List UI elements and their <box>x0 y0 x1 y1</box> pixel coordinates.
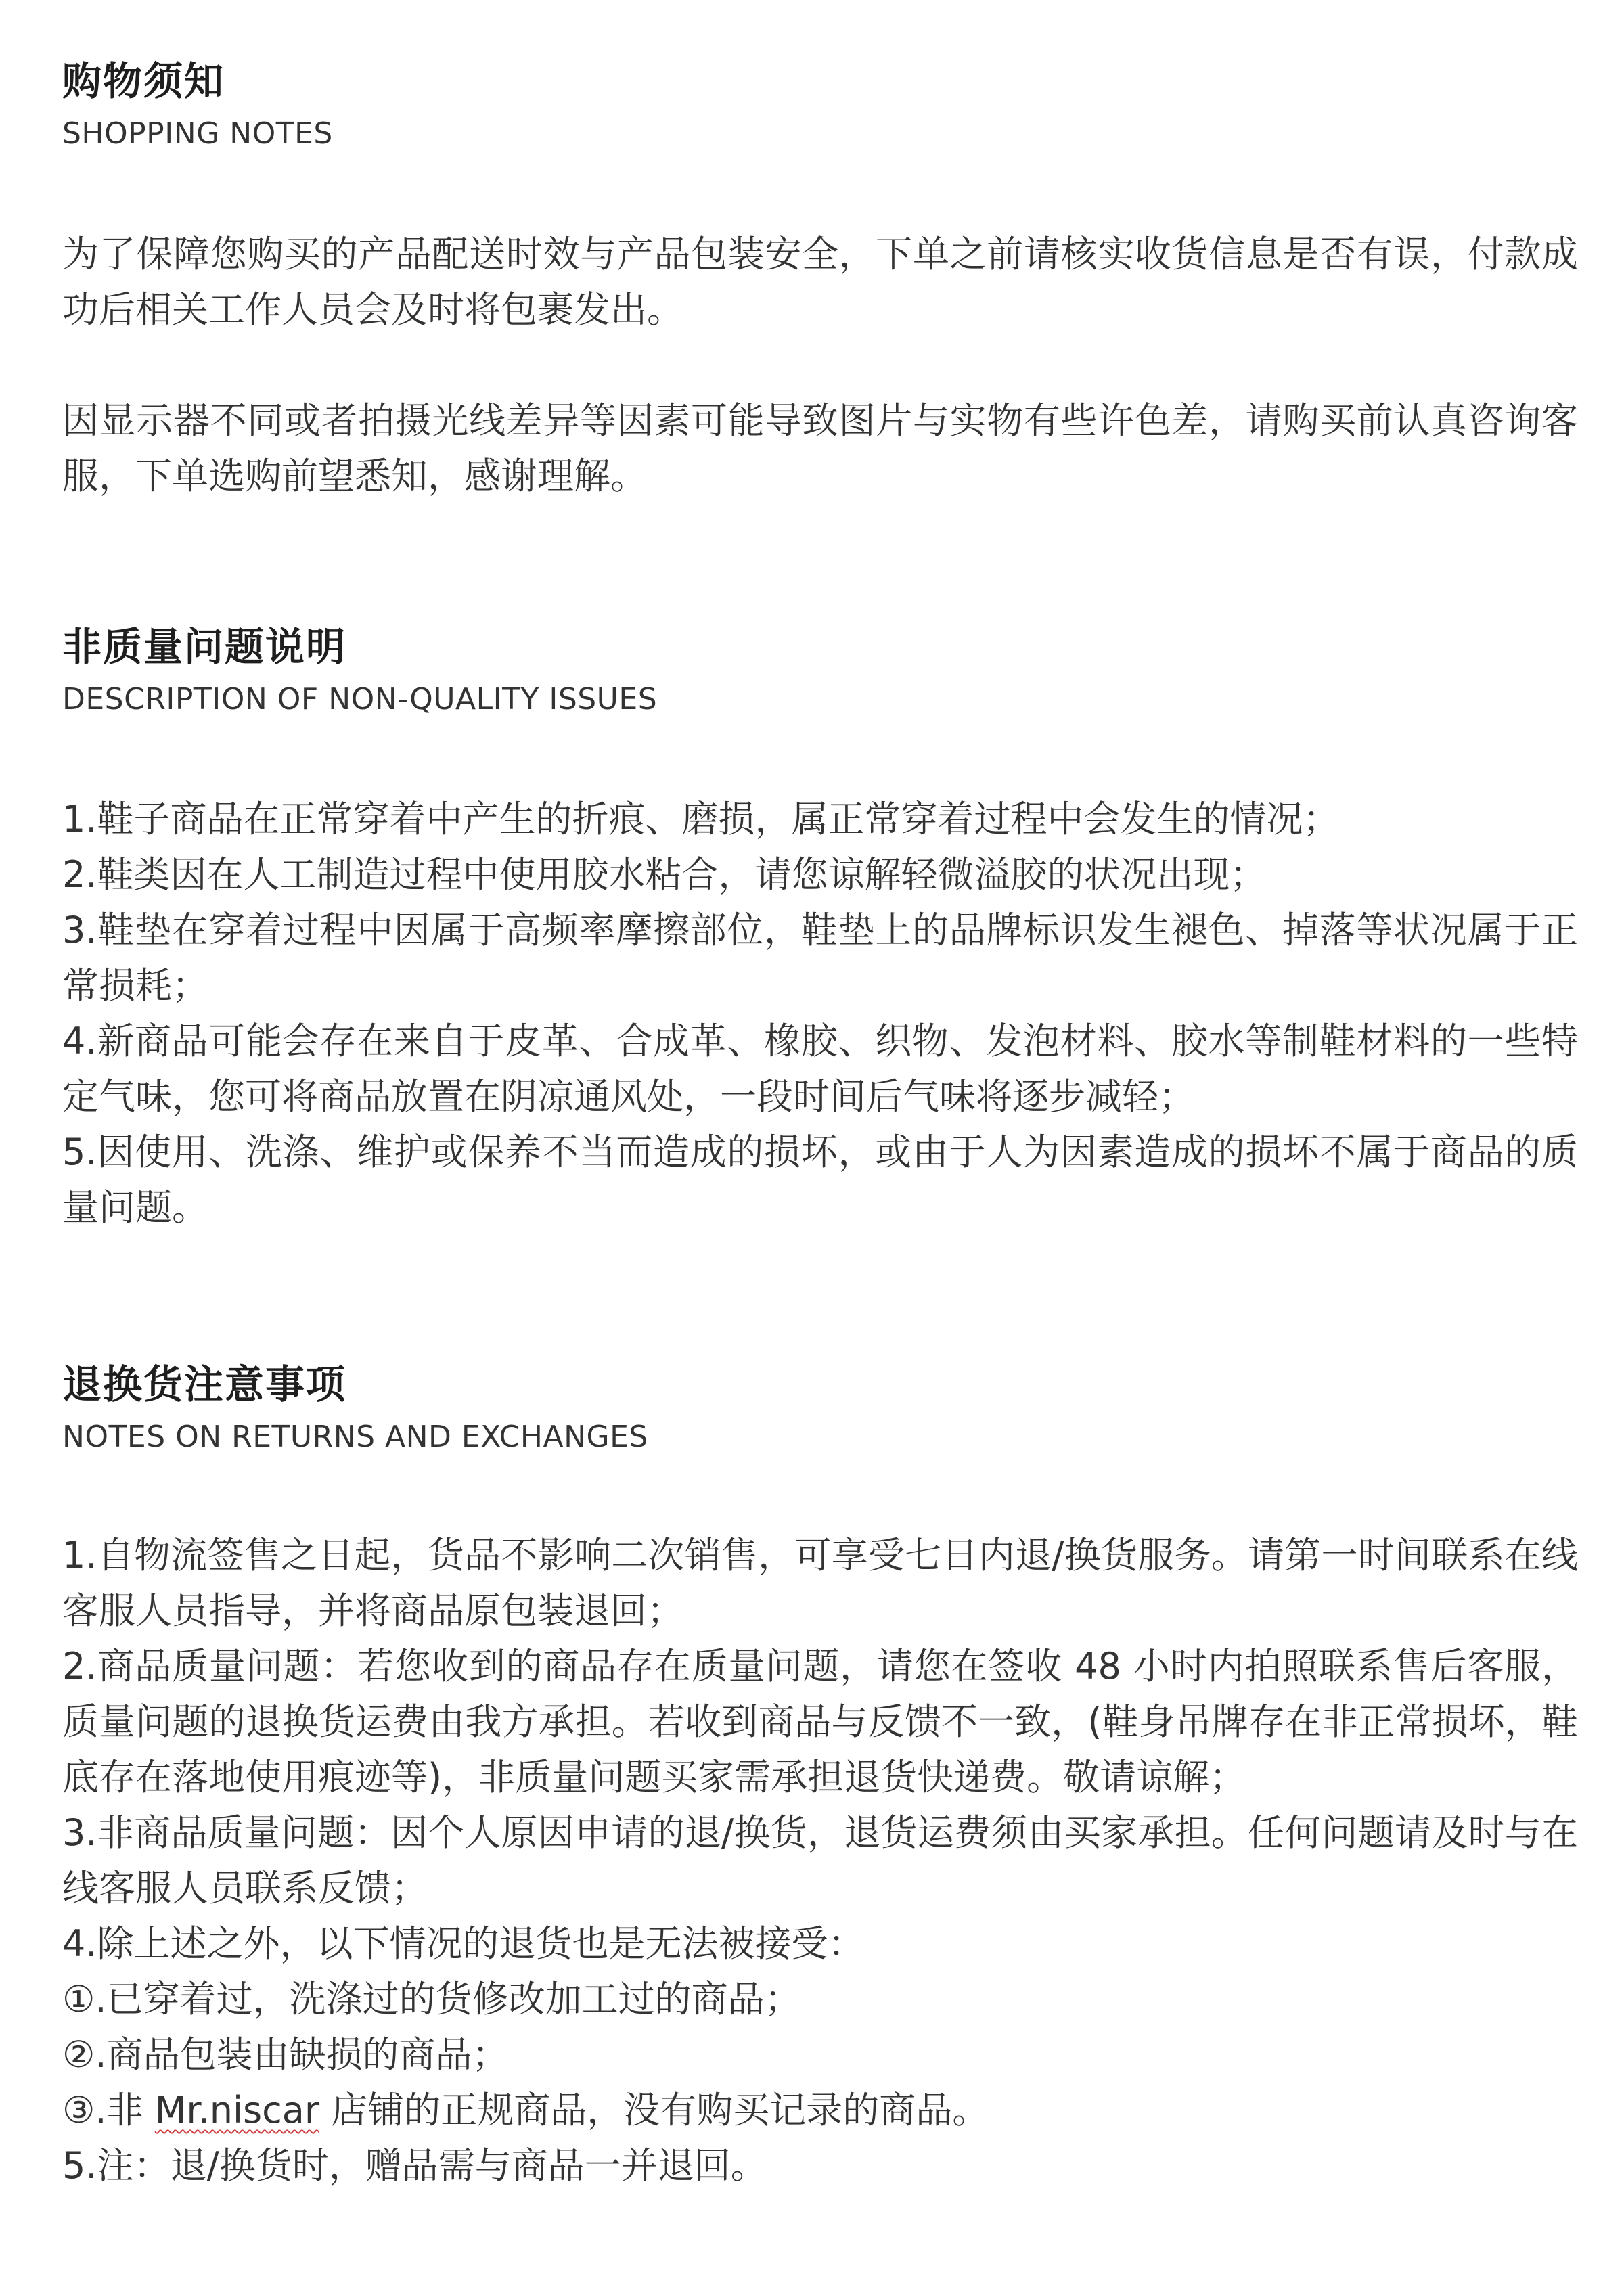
non-quality-item-4: 4.新商品可能会存在来自于皮革、合成革、橡胶、织物、发泡材料、胶水等制鞋材料的一些特定气味，您可将商品放置在阴凉通风处，一段时间后气味将逐步减轻； <box>62 1020 1578 1118</box>
non-quality-list <box>62 792 1578 1236</box>
non-quality-item-1: 1.鞋子商品在正常穿着中产生的折痕、磨损，属正常穿着过程中会发生的情况； <box>62 798 1340 840</box>
shopping-paragraph-2: 因显示器不同或者拍摄光线差异等因素可能导致图片与实物有些许色差，请购买前认真咨询客服，下单选购前望悉知，感谢理解。 <box>62 399 1578 497</box>
non-quality-item-2: 2.鞋类因在人工制造过程中使用胶水粘合，请您谅解轻微溢胶的状况出现； <box>62 853 1267 896</box>
returns-item-2: 2.商品质量问题：若您收到的商品存在质量问题，请您在签收 48 小时内拍照联系售后客服，质量问题的退换货运费由我方承担。若收到商品与反馈不一致，(鞋身吊牌存在非正常损坏，鞋底存在落地使用痕迹等)，非质量问题买家需承担退货快递费。敬请谅解； <box>62 1645 1578 1798</box>
returns-subitem-3-suffix: 店铺的正规商品，没有购买记录的商品。 <box>319 2089 989 2131</box>
shopping-notes-section <box>62 57 1578 153</box>
shopping-notes-body <box>62 227 1578 504</box>
returns-item-5: 5.注：退/换货时，赠品需与商品一并退回。 <box>62 2144 767 2187</box>
returns-item-4: 4.除上述之外，以下情况的退货也是无法被接受： <box>62 1922 865 1965</box>
non-quality-item-5: 5.因使用、洗涤、维护或保养不当而造成的损坏，或由于人为因素造成的损坏不属于商品的质量问题。 <box>62 1131 1578 1229</box>
returns-subitem-3-prefix: ③.非 <box>62 2089 155 2131</box>
non-quality-subtitle: DESCRIPTION OF NON-QUALITY ISSUES <box>62 682 658 717</box>
returns-title: 退换货注意事项 <box>62 1361 347 1407</box>
returns-section <box>62 1360 1578 1456</box>
returns-item-3: 3.非商品质量问题：因个人原因申请的退/换货，退货运费须由买家承担。任何问题请及时与在线客服人员联系反馈； <box>62 1811 1578 1909</box>
returns-subtitle: NOTES ON RETURNS AND EXCHANGES <box>62 1420 648 1454</box>
brand-name: Mr.niscar <box>154 2089 320 2131</box>
non-quality-section <box>62 622 1578 719</box>
shopping-paragraph-1: 为了保障您购买的产品配送时效与产品包装安全，下单之前请核实收货信息是否有误，付款成功后相关工作人员会及时将包裹发出。 <box>62 233 1578 331</box>
returns-subitem-2: ②.商品包装由缺损的商品； <box>62 2033 509 2076</box>
returns-item-1: 1.自物流签售之日起，货品不影响二次销售，可享受七日内退/换货服务。请第一时间联系在线客服人员指导，并将商品原包装退回； <box>62 1534 1578 1632</box>
returns-list <box>62 1528 1578 2194</box>
returns-subitem-3 <box>62 2083 1578 2138</box>
shopping-notes-subtitle: SHOPPING NOTES <box>62 116 333 151</box>
returns-subitem-1: ①.已穿着过，洗涤过的货修改加工过的商品； <box>62 1978 801 2020</box>
non-quality-item-3: 3.鞋垫在穿着过程中因属于高频率摩擦部位，鞋垫上的品牌标识发生褪色、掉落等状况属于正常损耗； <box>62 909 1578 1007</box>
non-quality-title: 非质量问题说明 <box>62 624 347 670</box>
shopping-notes-title: 购物须知 <box>62 58 225 104</box>
